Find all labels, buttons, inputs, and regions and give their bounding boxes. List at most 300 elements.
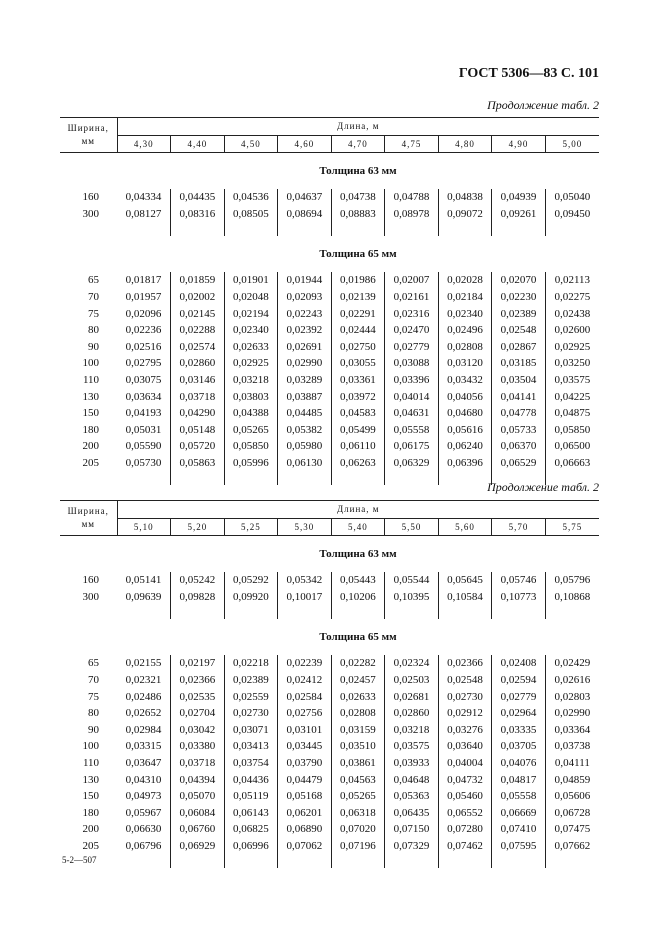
section-gap	[385, 605, 439, 619]
volume-cell: 0,05645	[438, 572, 492, 589]
row-width: 200	[82, 440, 100, 453]
volume-cell: 0,04939	[492, 189, 546, 206]
section-gap	[60, 222, 117, 236]
volume-cell: 0,03803	[224, 388, 278, 405]
volume-cell: 0,05606	[554, 790, 591, 803]
row-width: 65	[88, 657, 100, 670]
width-unit: мм	[81, 136, 95, 146]
row-width: 65	[88, 274, 100, 287]
volume-cell: 0,02860	[171, 355, 225, 372]
volume-cell: 0,06175	[385, 438, 439, 455]
volume-cell: 0,05265	[331, 788, 385, 805]
volume-cell: 0,02496	[438, 322, 492, 339]
table-row	[60, 705, 599, 722]
section-gap	[331, 222, 385, 236]
volume-cell: 0,10773	[492, 589, 546, 606]
volume-cell: 0,03159	[331, 722, 385, 739]
section-gap	[224, 222, 278, 236]
volume-cell: 0,04778	[492, 405, 546, 422]
row-width: 100	[82, 740, 100, 753]
volume-cell: 0,02048	[224, 289, 278, 306]
volume-cell: 0,04436	[224, 771, 278, 788]
row-width: 110	[82, 757, 100, 770]
volume-cell: 0,02275	[554, 291, 591, 304]
volume-cell: 0,03754	[224, 755, 278, 772]
volume-cell: 0,02184	[438, 289, 492, 306]
volume-cell: 0,02860	[385, 705, 439, 722]
volume-cell: 0,06435	[385, 805, 439, 822]
row-width: 200	[82, 823, 100, 836]
length-value-header: 5,50	[385, 518, 439, 536]
length-value-header: 4,40	[171, 135, 225, 153]
row-width: 160	[82, 574, 100, 587]
volume-cell: 0,03640	[438, 738, 492, 755]
width-column-header	[60, 118, 117, 153]
volume-cell: 0,05443	[331, 572, 385, 589]
volume-cell: 0,02516	[117, 339, 171, 356]
section-spacer	[60, 619, 117, 655]
volume-cell: 0,09450	[554, 207, 591, 220]
section-gap	[171, 854, 225, 868]
length-value-header: 4,80	[438, 135, 492, 153]
section-gap	[331, 854, 385, 868]
length-value-header: 4,60	[278, 135, 332, 153]
volume-table-2	[60, 500, 599, 868]
section-gap	[545, 854, 599, 868]
volume-cell: 0,02912	[438, 705, 492, 722]
volume-cell: 0,04225	[554, 390, 591, 403]
section-gap	[171, 471, 225, 485]
volume-cell: 0,09261	[492, 206, 546, 223]
volume-cell: 0,10584	[438, 589, 492, 606]
volume-cell: 0,05499	[331, 422, 385, 439]
volume-cell: 0,02691	[278, 339, 332, 356]
volume-cell: 0,02795	[117, 355, 171, 372]
volume-cell: 0,08127	[117, 206, 171, 223]
width-label: Ширина,	[67, 123, 109, 133]
volume-cell: 0,04732	[438, 771, 492, 788]
section-spacer	[60, 236, 117, 272]
row-width: 130	[82, 773, 100, 786]
section-gap	[224, 605, 278, 619]
volume-cell: 0,04290	[171, 405, 225, 422]
volume-cell: 0,05720	[171, 438, 225, 455]
length-header: Длина, м	[117, 501, 599, 519]
volume-cell: 0,04838	[438, 189, 492, 206]
volume-cell: 0,02239	[278, 655, 332, 672]
volume-cell: 0,03504	[492, 372, 546, 389]
row-width: 300	[82, 207, 100, 220]
volume-cell: 0,02438	[554, 307, 591, 320]
section-gap	[385, 854, 439, 868]
volume-cell: 0,06663	[554, 457, 591, 470]
volume-cell: 0,03364	[554, 723, 591, 736]
volume-cell: 0,03088	[385, 355, 439, 372]
table-row	[60, 589, 599, 606]
volume-cell: 0,02990	[278, 355, 332, 372]
length-value-header: 5,10	[117, 518, 171, 536]
volume-cell: 0,05168	[278, 788, 332, 805]
volume-cell: 0,10206	[331, 589, 385, 606]
volume-cell: 0,02925	[554, 340, 591, 353]
volume-cell: 0,04788	[385, 189, 439, 206]
volume-cell: 0,02007	[385, 272, 439, 289]
length-value-header: 5,20	[171, 518, 225, 536]
volume-cell: 0,02633	[331, 688, 385, 705]
row-width: 150	[82, 790, 100, 803]
volume-cell: 0,03218	[385, 722, 439, 739]
section-gap	[224, 471, 278, 485]
volume-cell: 0,05730	[117, 455, 171, 472]
volume-cell: 0,04637	[278, 189, 332, 206]
volume-cell: 0,03075	[117, 372, 171, 389]
volume-cell: 0,08694	[278, 206, 332, 223]
volume-cell: 0,04485	[278, 405, 332, 422]
volume-cell: 0,09072	[438, 206, 492, 223]
volume-cell: 0,07662	[554, 840, 591, 853]
volume-cell: 0,06630	[117, 821, 171, 838]
volume-cell: 0,04388	[224, 405, 278, 422]
volume-cell: 0,05382	[278, 422, 332, 439]
volume-cell: 0,03738	[554, 740, 591, 753]
volume-cell: 0,02616	[554, 674, 591, 687]
volume-cell: 0,09828	[171, 589, 225, 606]
volume-cell: 0,04680	[438, 405, 492, 422]
section-spacer	[60, 153, 117, 190]
section-gap	[492, 222, 546, 236]
section-gap	[545, 222, 599, 236]
volume-cell: 0,05242	[171, 572, 225, 589]
section-gap	[278, 605, 332, 619]
volume-cell: 0,02503	[385, 672, 439, 689]
row-width: 75	[88, 307, 100, 320]
volume-cell: 0,02457	[331, 672, 385, 689]
length-value-header: 5,70	[492, 518, 546, 536]
volume-cell: 0,06110	[331, 438, 385, 455]
volume-cell: 0,06890	[278, 821, 332, 838]
volume-cell: 0,03647	[117, 755, 171, 772]
row-width: 300	[82, 590, 100, 603]
section-gap	[331, 605, 385, 619]
volume-cell: 0,02867	[492, 339, 546, 356]
table-row	[60, 655, 599, 672]
volume-cell: 0,04479	[278, 771, 332, 788]
table-row	[60, 206, 599, 223]
volume-cell: 0,02002	[171, 289, 225, 306]
volume-cell: 0,03315	[117, 738, 171, 755]
volume-cell: 0,04859	[554, 773, 591, 786]
table-row	[60, 821, 599, 838]
volume-cell: 0,04394	[171, 771, 225, 788]
row-width: 205	[82, 457, 100, 470]
volume-cell: 0,04111	[554, 757, 590, 770]
volume-cell: 0,06796	[117, 838, 171, 855]
volume-cell: 0,03510	[331, 738, 385, 755]
volume-cell: 0,06669	[492, 805, 546, 822]
volume-cell: 0,06396	[438, 455, 492, 472]
volume-cell: 0,03276	[438, 722, 492, 739]
volume-cell: 0,03432	[438, 372, 492, 389]
length-header: Длина, м	[117, 118, 599, 136]
volume-cell: 0,04076	[492, 755, 546, 772]
section-gap	[331, 471, 385, 485]
volume-cell: 0,06996	[224, 838, 278, 855]
volume-cell: 0,06329	[385, 455, 439, 472]
table-row	[60, 305, 599, 322]
width-label: Ширина,	[67, 506, 109, 516]
volume-table-1	[60, 117, 599, 485]
volume-cell: 0,02681	[385, 688, 439, 705]
volume-cell: 0,02808	[438, 339, 492, 356]
section-gap	[492, 854, 546, 868]
volume-cell: 0,08316	[171, 206, 225, 223]
table-row	[60, 372, 599, 389]
volume-cell: 0,07196	[331, 838, 385, 855]
volume-cell: 0,04193	[117, 405, 171, 422]
section-title: Толщина 63 мм	[319, 548, 397, 560]
section-gap	[438, 854, 492, 868]
table-row	[60, 572, 599, 589]
volume-cell: 0,04435	[171, 189, 225, 206]
volume-cell: 0,02340	[224, 322, 278, 339]
volume-cell: 0,02389	[224, 672, 278, 689]
volume-cell: 0,05040	[554, 191, 591, 204]
table-row	[60, 272, 599, 289]
volume-cell: 0,05980	[278, 438, 332, 455]
volume-cell: 0,03289	[278, 372, 332, 389]
volume-cell: 0,02321	[117, 672, 171, 689]
volume-cell: 0,02779	[492, 688, 546, 705]
volume-cell: 0,05796	[554, 574, 591, 587]
row-width: 75	[88, 690, 100, 703]
volume-cell: 0,04563	[331, 771, 385, 788]
volume-cell: 0,02535	[171, 688, 225, 705]
volume-cell: 0,02429	[554, 657, 591, 670]
volume-cell: 0,03575	[385, 738, 439, 755]
volume-cell: 0,06240	[438, 438, 492, 455]
volume-cell: 0,05544	[385, 572, 439, 589]
volume-cell: 0,06263	[331, 455, 385, 472]
volume-cell: 0,06728	[554, 806, 591, 819]
volume-cell: 0,02145	[171, 305, 225, 322]
table-row	[60, 838, 599, 855]
section-gap	[545, 605, 599, 619]
table-row	[60, 422, 599, 439]
section-gap	[60, 605, 117, 619]
table-row	[60, 355, 599, 372]
volume-cell: 0,06529	[492, 455, 546, 472]
volume-cell: 0,06500	[554, 440, 591, 453]
volume-cell: 0,06084	[171, 805, 225, 822]
section-gap	[171, 605, 225, 619]
volume-cell: 0,09639	[117, 589, 171, 606]
volume-cell: 0,07475	[554, 823, 591, 836]
row-width: 150	[82, 407, 100, 420]
volume-cell: 0,07410	[492, 821, 546, 838]
table-row	[60, 805, 599, 822]
volume-cell: 0,05967	[117, 805, 171, 822]
volume-cell: 0,02984	[117, 722, 171, 739]
volume-cell: 0,02194	[224, 305, 278, 322]
volume-cell: 0,05070	[171, 788, 225, 805]
volume-cell: 0,03634	[117, 388, 171, 405]
volume-cell: 0,02340	[438, 305, 492, 322]
volume-cell: 0,02028	[438, 272, 492, 289]
table-row	[60, 755, 599, 772]
volume-cell: 0,05141	[117, 572, 171, 589]
table-row	[60, 438, 599, 455]
volume-cell: 0,02486	[117, 688, 171, 705]
section-gap	[171, 222, 225, 236]
volume-cell: 0,03380	[171, 738, 225, 755]
volume-cell: 0,08883	[331, 206, 385, 223]
section-title: Толщина 63 мм	[319, 165, 397, 177]
volume-cell: 0,03185	[492, 355, 546, 372]
volume-cell: 0,05850	[554, 423, 591, 436]
table-row	[60, 322, 599, 339]
volume-cell: 0,03575	[554, 374, 591, 387]
volume-cell: 0,02730	[438, 688, 492, 705]
length-value-header: 4,70	[331, 135, 385, 153]
volume-cell: 0,03218	[224, 372, 278, 389]
volume-cell: 0,05558	[492, 788, 546, 805]
volume-cell: 0,04334	[117, 189, 171, 206]
volume-cell: 0,06760	[171, 821, 225, 838]
row-width: 80	[88, 324, 100, 337]
row-width: 90	[88, 340, 100, 353]
table-row	[60, 455, 599, 472]
volume-cell: 0,07462	[438, 838, 492, 855]
volume-cell: 0,03146	[171, 372, 225, 389]
volume-cell: 0,04817	[492, 771, 546, 788]
volume-cell: 0,04648	[385, 771, 439, 788]
volume-cell: 0,01901	[224, 272, 278, 289]
length-value-header: 5,25	[224, 518, 278, 536]
volume-cell: 0,05746	[492, 572, 546, 589]
section-title: Толщина 65 мм	[319, 248, 397, 261]
volume-cell: 0,04738	[331, 189, 385, 206]
row-width: 110	[82, 374, 100, 387]
row-width: 70	[88, 291, 100, 304]
volume-cell: 0,03101	[278, 722, 332, 739]
volume-cell: 0,07329	[385, 838, 439, 855]
length-value-header: 4,75	[385, 135, 439, 153]
volume-cell: 0,02548	[492, 322, 546, 339]
volume-cell: 0,04056	[438, 388, 492, 405]
volume-cell: 0,02243	[278, 305, 332, 322]
volume-cell: 0,03445	[278, 738, 332, 755]
section-title: Толщина 65 мм	[319, 631, 397, 644]
section-gap	[438, 471, 492, 485]
volume-cell: 0,05850	[224, 438, 278, 455]
row-width: 205	[82, 840, 100, 853]
volume-cell: 0,04631	[385, 405, 439, 422]
volume-cell: 0,03042	[171, 722, 225, 739]
volume-cell: 0,05590	[117, 438, 171, 455]
volume-cell: 0,03396	[385, 372, 439, 389]
volume-cell: 0,03705	[492, 738, 546, 755]
volume-cell: 0,07280	[438, 821, 492, 838]
length-value-header: 5,40	[331, 518, 385, 536]
volume-cell: 0,03413	[224, 738, 278, 755]
volume-cell: 0,02964	[492, 705, 546, 722]
section-gap	[278, 471, 332, 485]
volume-cell: 0,05031	[117, 422, 171, 439]
volume-cell: 0,01957	[117, 289, 171, 306]
volume-cell: 0,02750	[331, 339, 385, 356]
volume-cell: 0,03120	[438, 355, 492, 372]
volume-cell: 0,05148	[171, 422, 225, 439]
section-gap	[385, 222, 439, 236]
section-gap	[438, 605, 492, 619]
volume-cell: 0,02282	[331, 655, 385, 672]
volume-cell: 0,05363	[385, 788, 439, 805]
volume-cell: 0,03250	[554, 357, 591, 370]
volume-cell: 0,08978	[385, 206, 439, 223]
volume-cell: 0,02584	[278, 688, 332, 705]
volume-cell: 0,05119	[224, 788, 278, 805]
volume-cell: 0,02803	[554, 690, 591, 703]
section-gap	[278, 854, 332, 868]
volume-cell: 0,04583	[331, 405, 385, 422]
table-row	[60, 771, 599, 788]
section-gap	[385, 471, 439, 485]
table-continuation-label: Продолжение табл. 2	[487, 98, 599, 112]
volume-cell: 0,02808	[331, 705, 385, 722]
table-row	[60, 672, 599, 689]
section-gap	[492, 605, 546, 619]
section-spacer	[60, 536, 117, 573]
volume-cell: 0,03718	[171, 755, 225, 772]
volume-cell: 0,04141	[492, 388, 546, 405]
volume-cell: 0,02366	[438, 655, 492, 672]
volume-cell: 0,07062	[278, 838, 332, 855]
volume-cell: 0,03972	[331, 388, 385, 405]
volume-cell: 0,02093	[278, 289, 332, 306]
section-gap	[117, 854, 171, 868]
volume-cell: 0,10395	[385, 589, 439, 606]
volume-cell: 0,04014	[385, 388, 439, 405]
volume-cell: 0,05265	[224, 422, 278, 439]
volume-cell: 0,02559	[224, 688, 278, 705]
volume-cell: 0,03933	[385, 755, 439, 772]
volume-cell: 0,02197	[171, 655, 225, 672]
volume-cell: 0,02218	[224, 655, 278, 672]
volume-cell: 0,02600	[554, 324, 591, 337]
volume-cell: 0,02316	[385, 305, 439, 322]
table-row	[60, 289, 599, 306]
volume-cell: 0,07020	[331, 821, 385, 838]
page-footer-code: 5-2—507	[62, 855, 97, 865]
length-value-header: 4,50	[224, 135, 278, 153]
volume-cell: 0,02113	[554, 274, 591, 287]
volume-cell: 0,02288	[171, 322, 225, 339]
volume-cell: 0,06825	[224, 821, 278, 838]
row-width: 100	[82, 357, 100, 370]
volume-cell: 0,02633	[224, 339, 278, 356]
section-gap	[117, 471, 171, 485]
width-unit: мм	[81, 519, 95, 529]
table-row	[60, 738, 599, 755]
volume-cell: 0,02155	[117, 655, 171, 672]
volume-cell: 0,07150	[385, 821, 439, 838]
volume-cell: 0,06552	[438, 805, 492, 822]
volume-cell: 0,02324	[385, 655, 439, 672]
volume-cell: 0,03361	[331, 372, 385, 389]
volume-cell: 0,02730	[224, 705, 278, 722]
volume-cell: 0,04536	[224, 189, 278, 206]
volume-cell: 0,05616	[438, 422, 492, 439]
